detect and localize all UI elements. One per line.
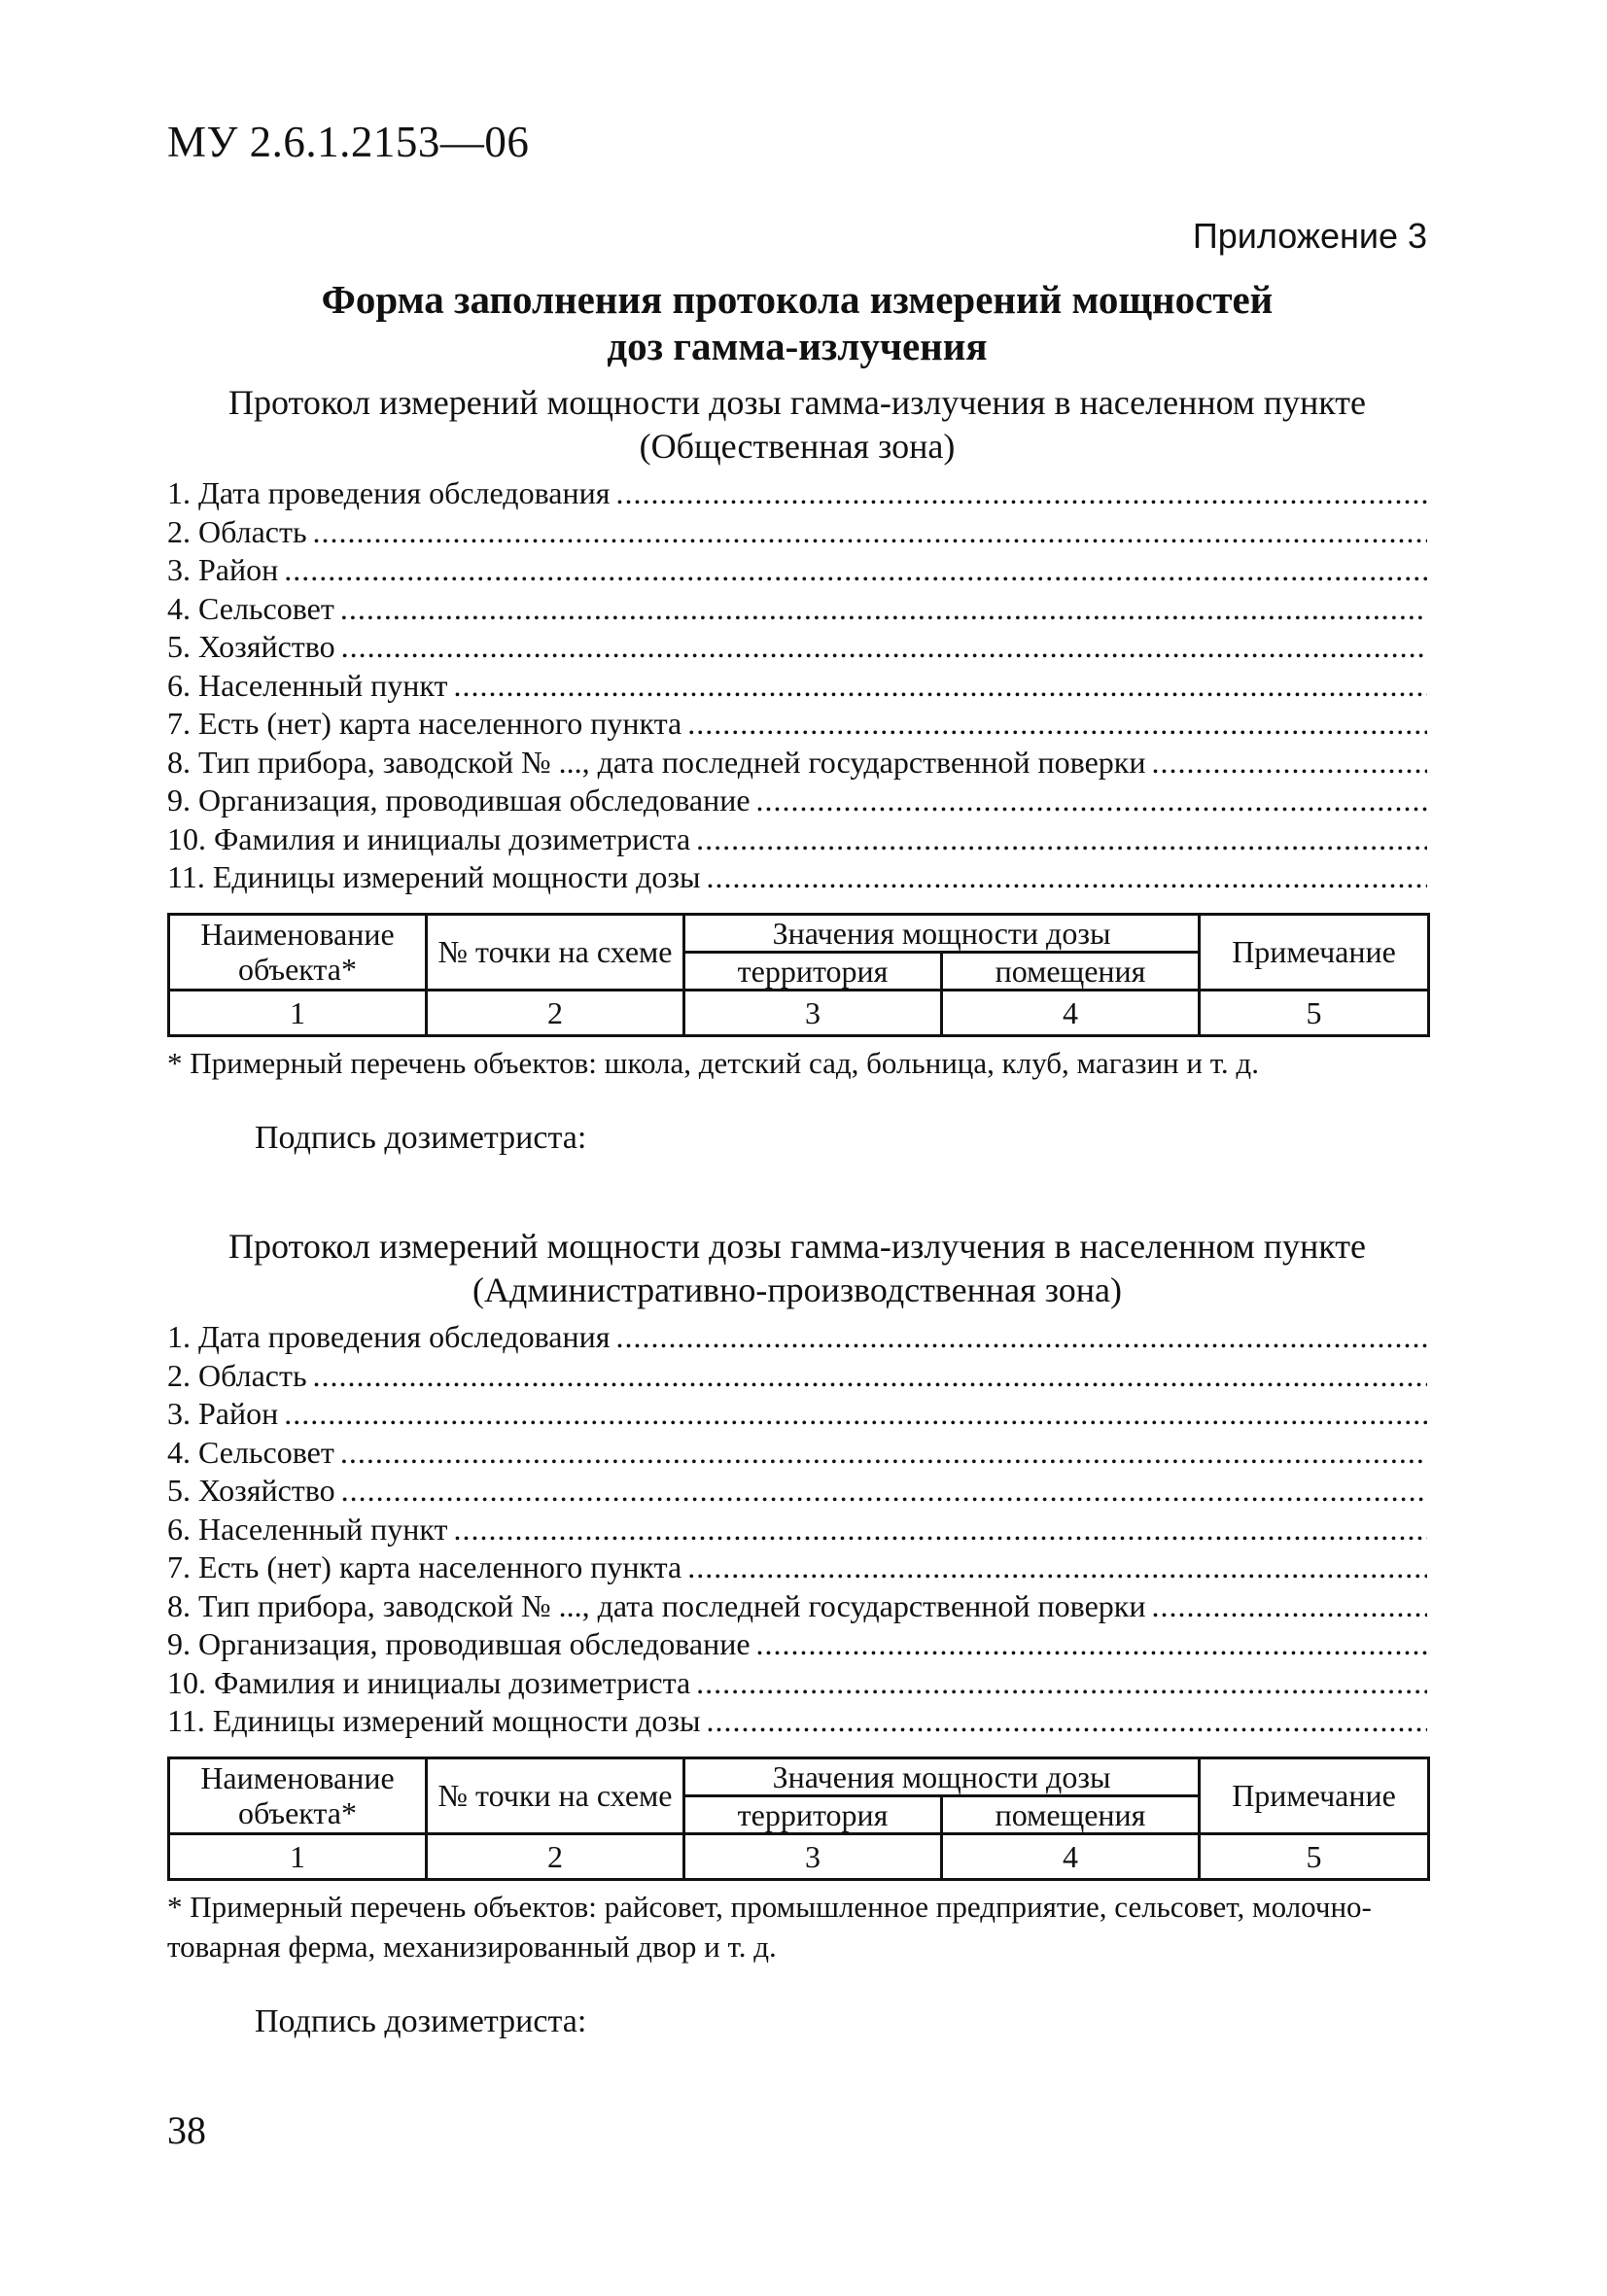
field-item: [167, 1434, 1427, 1473]
field-item: [167, 590, 1427, 629]
field-item: [167, 782, 1427, 820]
header-object-name: Наименование объекта*: [169, 914, 427, 990]
header-rooms: помещения: [942, 1795, 1200, 1833]
appendix-label: Приложение 3: [1192, 216, 1427, 256]
column-number: 2: [427, 990, 684, 1035]
table-column-numbers-row: [169, 1833, 1429, 1879]
field-label: 4. Сельсовет: [167, 1434, 334, 1470]
fill-in-dots: [707, 1702, 1427, 1741]
field-label: 3. Район: [167, 1396, 279, 1431]
protocol-zone: (Административно-производственная зона): [472, 1270, 1122, 1309]
field-label: 11. Единицы измерений мощности дозы: [167, 859, 701, 894]
measurements-table: [167, 913, 1430, 1037]
fill-in-dots: [707, 858, 1427, 897]
field-label: 9. Организация, проводившая обследование: [167, 783, 751, 818]
field-label: 3. Район: [167, 552, 279, 587]
table-header-row: [169, 1757, 1429, 1795]
field-item: [167, 1472, 1427, 1511]
field-item: [167, 1702, 1427, 1741]
field-item: [167, 1395, 1427, 1434]
protocol-title: [167, 381, 1427, 469]
protocol-zone: (Общественная зона): [639, 427, 956, 466]
header-point-number: № точки на схеме: [427, 1757, 684, 1833]
form-title-line-1: Форма заполнения протокола измерений мощностей: [321, 277, 1274, 322]
field-label: 10. Фамилия и инициалы дозиметриста: [167, 1664, 691, 1700]
table-footnote: * Примерный перечень объектов: райсовет, промышленное предприятие, сельсовет, молочно-товарная ферма, механизированный двор и т. д.: [167, 1889, 1372, 1964]
table-column-numbers-row: [169, 990, 1429, 1035]
signature-label: Подпись дозиметриста:: [255, 2002, 587, 2039]
column-number: 3: [684, 1833, 942, 1879]
field-item: [167, 744, 1427, 783]
fill-in-dots: [341, 628, 1427, 667]
column-number: 2: [427, 1833, 684, 1879]
form-title: [167, 276, 1427, 369]
fill-in-dots: [756, 1625, 1427, 1664]
form-title-line-2: доз гамма-излучения: [607, 324, 988, 368]
protocol-fields: [167, 1318, 1427, 1741]
field-label: 2. Область: [167, 1357, 307, 1393]
protocol-title-text: Протокол измерений мощности дозы гамма-излучения в населенном пункте: [228, 1227, 1366, 1266]
column-number: 1: [169, 1833, 427, 1879]
fill-in-dots: [454, 667, 1427, 706]
field-item: [167, 474, 1427, 513]
measurements-table: [167, 1757, 1430, 1881]
column-number: 3: [684, 990, 942, 1035]
fill-in-dots: [1151, 744, 1427, 783]
field-label: 5. Хозяйство: [167, 1473, 335, 1508]
fill-in-dots: [340, 1434, 1427, 1473]
column-number: 5: [1200, 1833, 1429, 1879]
header-dose-values: Значения мощности дозы: [684, 1757, 1200, 1795]
field-label: 10. Фамилия и инициалы дозиметриста: [167, 820, 691, 856]
field-item: [167, 1625, 1427, 1664]
fill-in-dots: [340, 590, 1427, 629]
field-label: 11. Единицы измерений мощности дозы: [167, 1703, 701, 1738]
signature-label: Подпись дозиметриста:: [255, 1119, 587, 1156]
field-label: 8. Тип прибора, заводской № ..., дата последней государственной поверки: [167, 744, 1146, 780]
field-item: [167, 1664, 1427, 1703]
field-item: [167, 551, 1427, 590]
column-number: 1: [169, 990, 427, 1035]
fill-in-dots: [687, 1548, 1427, 1587]
protocol-industrial-zone: [167, 1225, 1427, 2040]
field-item: [167, 1548, 1427, 1587]
field-label: 9. Организация, проводившая обследование: [167, 1626, 751, 1661]
header-territory: территория: [684, 952, 942, 990]
field-label: 4. Сельсовет: [167, 590, 334, 626]
protocol-title-text: Протокол измерений мощности дозы гамма-излучения в населенном пункте: [228, 383, 1366, 422]
header-object-name: Наименование объекта*: [169, 1757, 427, 1833]
field-item: [167, 1318, 1427, 1357]
field-item: [167, 667, 1427, 706]
fill-in-dots: [313, 513, 1427, 552]
field-item: [167, 1511, 1427, 1549]
field-label: 6. Населенный пункт: [167, 667, 448, 703]
field-item: [167, 1357, 1427, 1396]
table-header-row: [169, 914, 1429, 952]
field-label: 1. Дата проведения обследования: [167, 475, 611, 510]
header-territory: территория: [684, 1795, 942, 1833]
page-number: 38: [167, 2108, 206, 2152]
fill-in-dots: [687, 705, 1427, 744]
field-label: 7. Есть (нет) карта населенного пункта: [167, 1549, 682, 1584]
column-number: 4: [942, 990, 1200, 1035]
column-number: 4: [942, 1833, 1200, 1879]
fill-in-dots: [615, 474, 1427, 513]
fill-in-dots: [313, 1357, 1427, 1396]
protocol-fields: [167, 474, 1427, 897]
fill-in-dots: [696, 820, 1427, 859]
fill-in-dots: [284, 551, 1427, 590]
header-rooms: помещения: [942, 952, 1200, 990]
protocol-title: [167, 1225, 1427, 1312]
fill-in-dots: [284, 1395, 1427, 1434]
field-label: 7. Есть (нет) карта населенного пункта: [167, 706, 682, 741]
field-item: [167, 705, 1427, 744]
header-note: Примечание: [1200, 1757, 1429, 1833]
field-label: 1. Дата проведения обследования: [167, 1319, 611, 1354]
header-note: Примечание: [1200, 914, 1429, 990]
field-item: [167, 858, 1427, 897]
fill-in-dots: [454, 1511, 1427, 1549]
field-label: 2. Область: [167, 513, 307, 549]
field-item: [167, 513, 1427, 552]
document-code: МУ 2.6.1.2153—06: [167, 118, 530, 166]
field-label: 8. Тип прибора, заводской № ..., дата последней государственной поверки: [167, 1587, 1146, 1623]
field-item: [167, 1587, 1427, 1626]
field-item: [167, 628, 1427, 667]
field-label: 5. Хозяйство: [167, 629, 335, 664]
fill-in-dots: [1151, 1587, 1427, 1626]
field-label: 6. Населенный пункт: [167, 1511, 448, 1547]
fill-in-dots: [341, 1472, 1427, 1511]
header-dose-values: Значения мощности дозы: [684, 914, 1200, 952]
field-item: [167, 820, 1427, 859]
header-point-number: № точки на схеме: [427, 914, 684, 990]
table-footnote: * Примерный перечень объектов: школа, детский сад, больница, клуб, магазин и т. д.: [167, 1045, 1259, 1080]
protocol-public-zone: [167, 381, 1427, 1157]
column-number: 5: [1200, 990, 1429, 1035]
fill-in-dots: [756, 782, 1427, 820]
fill-in-dots: [615, 1318, 1427, 1357]
fill-in-dots: [696, 1664, 1427, 1703]
